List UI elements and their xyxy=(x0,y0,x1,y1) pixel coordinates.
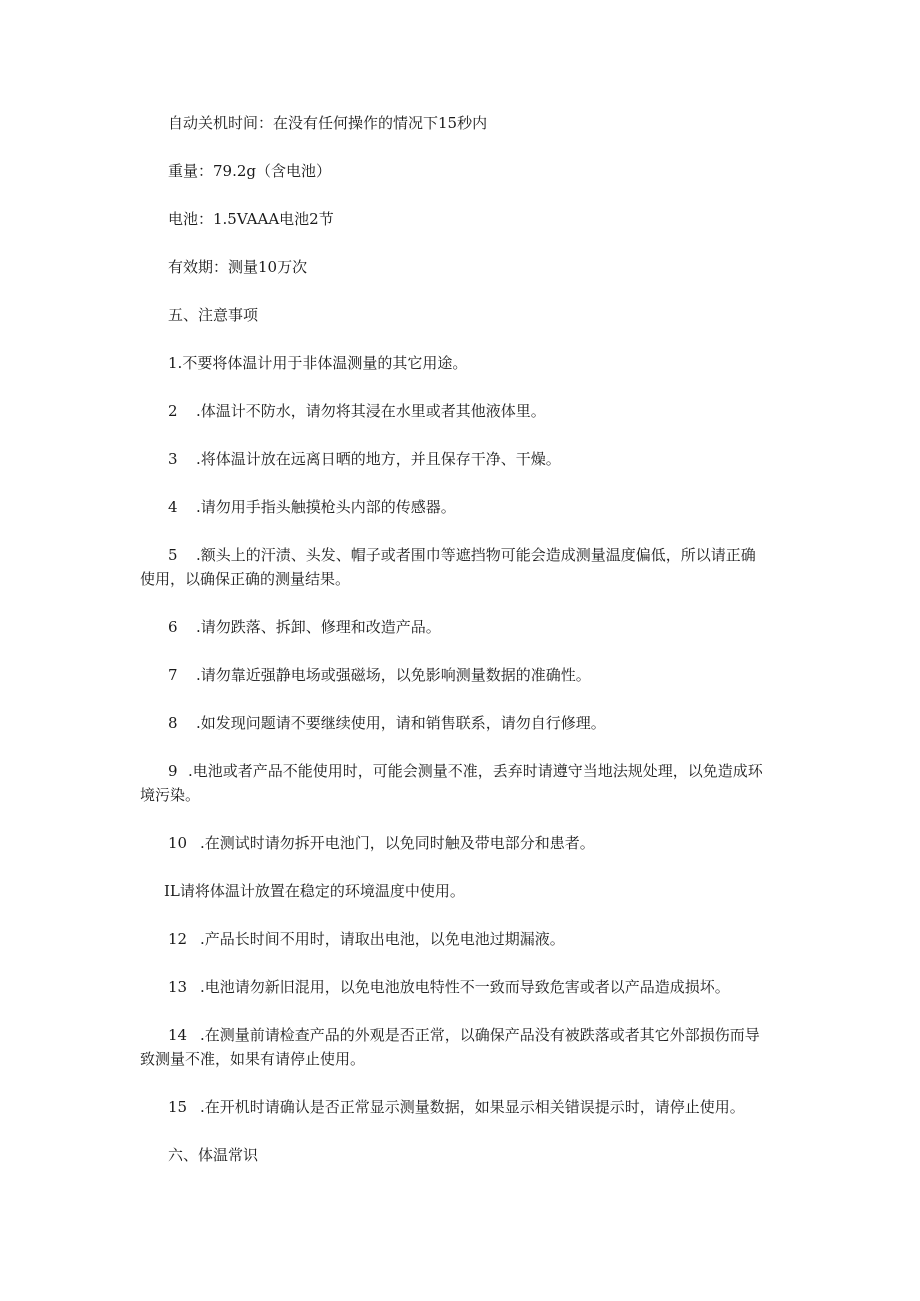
spec-battery: 电池：1.5VAAA电池2节 xyxy=(168,210,334,228)
item-number: 2 xyxy=(168,402,178,420)
item-number: 14 xyxy=(168,1026,188,1044)
section-heading-body-temperature: 六、体温常识 xyxy=(168,1146,259,1164)
item-number: 1. xyxy=(168,354,183,372)
item-continuation: 境污染。 xyxy=(140,786,201,804)
item-text: .电池或者产品不能使用时，可能会测量不准，丢弃时请遵守当地法规处理，以免造成环 xyxy=(188,762,763,780)
spec-auto-off: 自动关机时间：在没有任何操作的情况下15秒内 xyxy=(168,114,488,132)
list-item xyxy=(168,927,565,951)
list-item xyxy=(168,711,606,735)
list-item xyxy=(168,975,730,999)
item-continuation: 使用，以确保正确的测量结果。 xyxy=(140,570,351,588)
item-number: 5 xyxy=(168,546,178,564)
item-text: .如发现问题请不要继续使用，请和销售联系，请勿自行修理。 xyxy=(196,714,606,732)
list-item xyxy=(168,543,756,567)
list-item xyxy=(168,495,456,519)
list-item xyxy=(168,1095,745,1119)
list-item xyxy=(168,1023,760,1047)
item-text: .产品长时间不用时，请取出电池，以免电池过期漏液。 xyxy=(200,930,565,948)
item-number: 3 xyxy=(168,450,178,468)
list-item xyxy=(168,351,467,375)
item-number: 15 xyxy=(168,1098,188,1116)
list-item xyxy=(164,879,465,903)
item-text: .请勿跌落、拆卸、修理和改造产品。 xyxy=(196,618,441,636)
item-text: .体温计不防水，请勿将其浸在水里或者其他液体里。 xyxy=(196,402,546,420)
item-number: 9 xyxy=(168,762,178,780)
item-text: 不要将体温计用于非体温测量的其它用途。 xyxy=(182,354,468,372)
item-text: .电池请勿新旧混用，以免电池放电特性不一致而导致危害或者以产品造成损坏。 xyxy=(200,978,730,996)
item-text: .请勿靠近强静电场或强磁场，以免影响测量数据的准确性。 xyxy=(196,666,591,684)
item-number: 12 xyxy=(168,930,188,948)
list-item xyxy=(168,759,763,783)
item-number: 10 xyxy=(168,834,188,852)
item-number: 13 xyxy=(168,978,188,996)
item-number: 4 xyxy=(168,498,178,516)
item-number: IL xyxy=(164,882,180,900)
item-text: .在测量前请检查产品的外观是否正常，以确保产品没有被跌落或者其它外部损伤而导 xyxy=(200,1026,760,1044)
list-item xyxy=(168,447,561,471)
item-text: .将体温计放在远离日晒的地方，并且保存干净、干燥。 xyxy=(196,450,561,468)
item-number: 7 xyxy=(168,666,178,684)
list-item xyxy=(168,831,595,855)
spec-validity: 有效期：测量10万次 xyxy=(168,258,308,276)
list-item xyxy=(168,399,546,423)
spec-weight: 重量：79.2g（含电池） xyxy=(168,162,332,180)
list-item xyxy=(168,663,591,687)
item-text: .在测试时请勿拆开电池门，以免同时触及带电部分和患者。 xyxy=(200,834,595,852)
item-text: .请勿用手指头触摸枪头内部的传感器。 xyxy=(196,498,456,516)
list-item xyxy=(168,615,441,639)
item-number: 8 xyxy=(168,714,178,732)
item-number: 6 xyxy=(168,618,178,636)
item-text: 请将体温计放置在稳定的环境温度中使用。 xyxy=(179,882,465,900)
item-text: .在开机时请确认是否正常显示测量数据，如果显示相关错误提示时，请停止使用。 xyxy=(200,1098,745,1116)
section-heading-precautions: 五、注意事项 xyxy=(168,306,259,324)
item-text: .额头上的汗渍、头发、帽子或者围巾等遮挡物可能会造成测量温度偏低，所以请正确 xyxy=(196,546,756,564)
item-continuation: 致测量不准，如果有请停止使用。 xyxy=(140,1050,366,1068)
